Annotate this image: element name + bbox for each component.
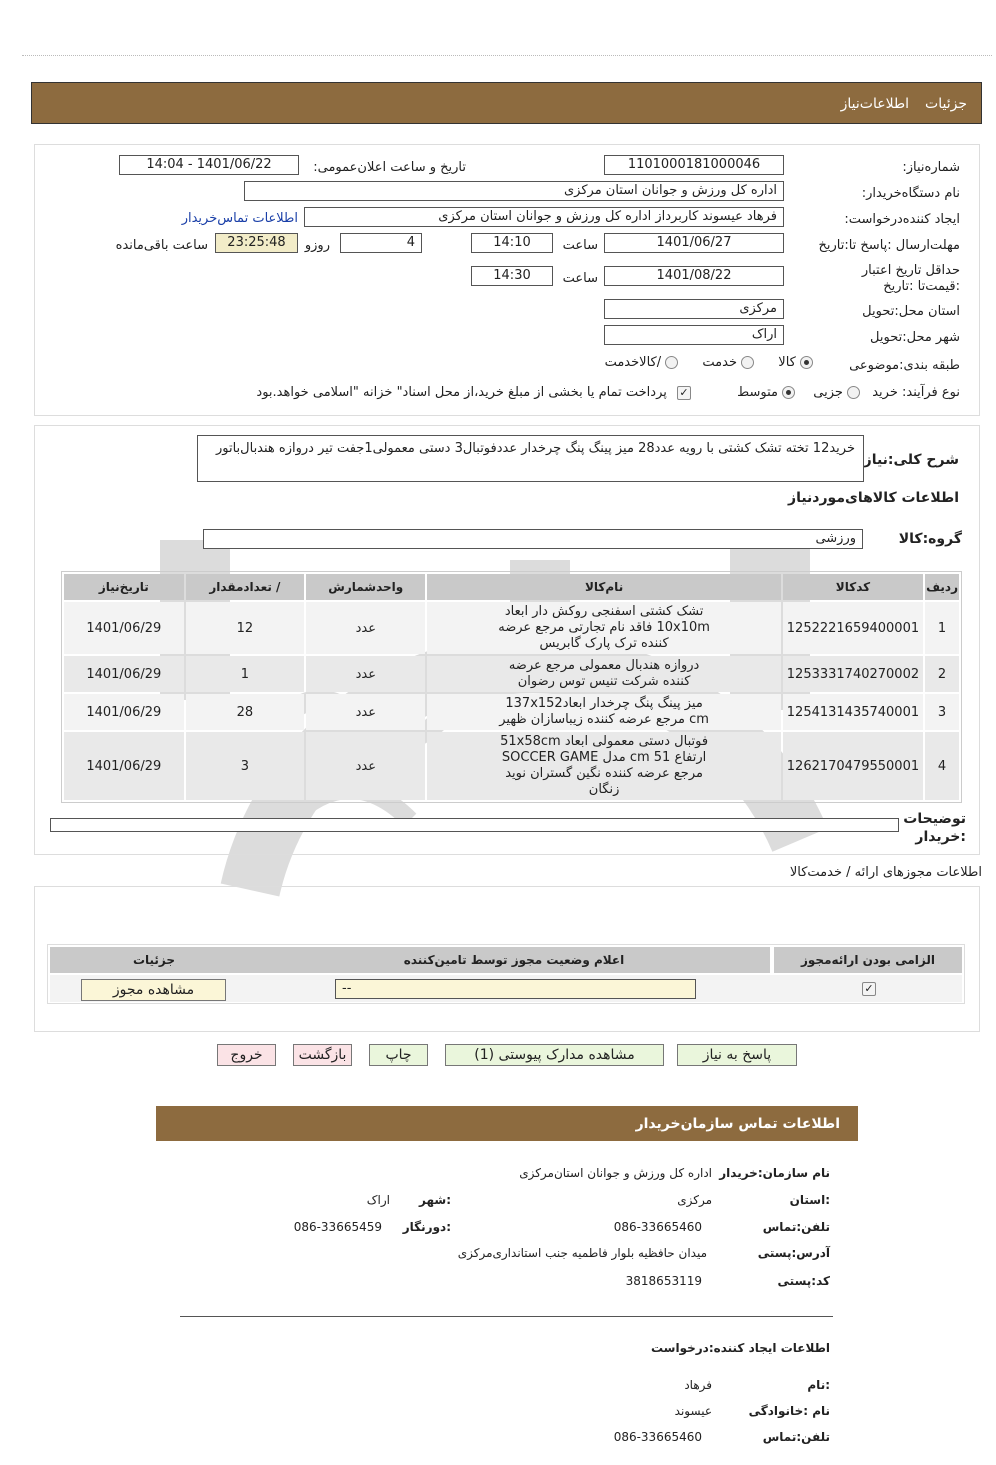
permits-table — [47, 944, 965, 1004]
creator-family-label: نام :خانوادگی — [748, 1404, 830, 1418]
permits-header-details: جزئیات — [50, 947, 258, 973]
table-row — [64, 732, 959, 800]
process-label: نوع فرآیند: — [902, 385, 960, 400]
contact-phone-value: 086-33665460 — [613, 1220, 702, 1234]
days-label: روزو — [304, 238, 330, 253]
process-row — [256, 385, 960, 400]
contact-postal-label: کد:پستی — [777, 1274, 830, 1288]
cell-row: 3 — [925, 694, 959, 730]
creator-phone-value: 086-33665460 — [613, 1430, 702, 1444]
contact-fax-label: :دورنگار — [402, 1220, 451, 1234]
contact-city-value: اراک — [366, 1193, 390, 1207]
cell-row: 1 — [925, 602, 959, 654]
items-table-wrap — [61, 571, 962, 803]
days-field: 4 — [340, 233, 422, 253]
contact-fax-value: 086-33665459 — [293, 1220, 382, 1234]
province-field: مرکزی — [604, 299, 784, 319]
breadcrumb-details[interactable]: جزئیات — [925, 96, 967, 112]
goods-info-title: اطلاعات کالاهای‌موردنیاز — [788, 490, 959, 506]
col-unit: واحدشمارش — [306, 574, 425, 600]
announce-label: تاریخ و ساعت اعلان‌عمومی: — [313, 160, 466, 175]
contact-address-value: میدان حافظیه بلوار فاطمیه جنب استانداری‌مرکزی — [457, 1246, 707, 1260]
cell-name: تشک کشتی اسفنجی روکش دار ابعاد 10x10m فاقد نام تجارتی مرجع عرضه کننده ترک پارک گابریس — [427, 602, 780, 654]
permit-status-field: -- — [335, 979, 696, 999]
process-purchase-label: خرید — [872, 385, 898, 400]
contact-org-value: اداره کل ورزش و جوانان استان‌مرکزی — [519, 1166, 712, 1180]
contact-header-title: اطلاعات تماس سازمان‌خریدار — [635, 1116, 840, 1132]
cell-qty: 1 — [186, 656, 305, 692]
creator-field: فرهاد عیسوند کاربرداز اداره کل ورزش و جوانان استان مرکزی — [304, 207, 784, 227]
validity-time-label: ساعت — [562, 271, 598, 286]
category-goods-service-radio[interactable] — [665, 356, 678, 369]
cell-date: 1401/06/29 — [64, 656, 184, 692]
remaining-label: ساعت باقی‌مانده — [115, 238, 208, 253]
need-number-label: شماره‌نیاز: — [902, 160, 960, 175]
process-minor-radio[interactable] — [847, 386, 860, 399]
cell-name: دروازه هندبال معمولی مرجع عرضه کننده شرکت تنیس توس رضوان — [427, 656, 780, 692]
cell-unit: عدد — [306, 694, 425, 730]
cell-date: 1401/06/29 — [64, 602, 184, 654]
validity-date-field: 1401/08/22 — [604, 266, 784, 286]
announce-field: 1401/06/22 - 14:04 — [119, 155, 299, 175]
cell-code: 1253331740270002 — [783, 656, 923, 692]
creator-info-header: اطلاعات ایجاد کننده:درخواست — [650, 1341, 830, 1355]
top-divider — [22, 55, 992, 56]
cell-unit: عدد — [306, 602, 425, 654]
contact-city-label: :شهر — [419, 1193, 451, 1207]
contact-postal-value: 3818653119 — [625, 1274, 702, 1288]
process-medium-radio[interactable] — [782, 386, 795, 399]
validity-label: حداقل تاریخ اعتبار :قیمت‌تا :تاریخ — [861, 263, 960, 294]
reply-button[interactable]: پاسخ به نیاز — [677, 1044, 797, 1066]
cell-date: 1401/06/29 — [64, 732, 184, 800]
print-button[interactable]: چاپ — [369, 1044, 428, 1066]
summary-label: شرح کلی:نیاز — [863, 452, 959, 468]
buyer-org-field: اداره کل ورزش و جوانان استان مرکزی — [244, 181, 784, 201]
category-service-radio[interactable] — [741, 356, 754, 369]
deadline-time-field: 14:10 — [471, 233, 553, 253]
deadline-date-field: 1401/06/27 — [604, 233, 784, 253]
table-row — [64, 602, 959, 654]
contact-province-label: :استان — [789, 1193, 830, 1207]
back-button[interactable]: بازگشت — [293, 1044, 352, 1066]
creator-label: ایجاد کننده‌درخواست: — [844, 212, 960, 227]
category-label: طبقه بندی:موضوعی — [849, 358, 960, 373]
group-label: گروه:کالا — [898, 531, 962, 547]
exit-button[interactable]: خروج — [217, 1044, 276, 1066]
summary-text: خرید12 تخته تشک کشتی با رویه عدد28 میز پینگ پنگ چرخدار عددفوتبال3 دستی معمولی1جفت تیر دروازه هندبال‌باتور — [197, 435, 864, 482]
province-label: استان محل:تحویل — [862, 304, 960, 319]
contact-phone-label: تلفن:تماس — [762, 1220, 830, 1234]
contact-address-label: آدرس:پستی — [757, 1246, 830, 1260]
city-label: شهر محل:تحویل — [870, 330, 960, 345]
process-minor-label: جزیی — [813, 385, 843, 400]
category-goods-label: کالا — [778, 355, 796, 370]
buyer-contact-link[interactable]: اطلاعات تماس‌خریدار — [181, 211, 298, 226]
creator-name-label: :نام — [807, 1378, 830, 1392]
category-goods-service-label: /کالاخدمت — [604, 355, 662, 370]
cell-qty: 28 — [186, 694, 305, 730]
creator-family-value: عیسوند — [674, 1404, 712, 1418]
buyer-org-label: نام دستگاه‌خریدار: — [861, 186, 960, 201]
cell-qty: 3 — [186, 732, 305, 800]
group-field: ورزشی — [203, 529, 863, 549]
cell-unit: عدد — [306, 732, 425, 800]
remaining-time-field: 23:25:48 — [215, 233, 298, 253]
category-radio-group — [605, 355, 813, 370]
col-name: نام‌کالا — [427, 574, 780, 600]
col-qty: / تعدادمقدار — [186, 574, 305, 600]
permits-title: اطلاعات مجوزهای ارائه / خدمت‌کالا — [789, 865, 982, 880]
deadline-label: مهلت‌ارسال :پاسخ تا:تاریخ — [818, 238, 960, 253]
cell-unit: عدد — [306, 656, 425, 692]
contact-divider — [180, 1316, 833, 1317]
cell-code: 1262170479550001 — [783, 732, 923, 800]
creator-name-value: فرهاد — [684, 1378, 712, 1392]
table-row — [64, 656, 959, 692]
buyer-notes-label: توضیحات :خریدار — [903, 811, 966, 845]
category-goods-radio[interactable] — [800, 356, 813, 369]
cell-name: میز پینگ پنگ چرخدار ابعاد137x152 cm مرجع عرضه کننده زیباسازان ظهیر — [427, 694, 780, 730]
cell-code: 1254131435740001 — [783, 694, 923, 730]
process-medium-label: متوسط — [737, 385, 778, 400]
cell-code: 1252221659400001 — [783, 602, 923, 654]
cell-date: 1401/06/29 — [64, 694, 184, 730]
table-row — [64, 694, 959, 730]
cell-row: 2 — [925, 656, 959, 692]
permits-header-status: اعلام وضعیت مجوز توسط تامین‌کننده — [258, 947, 770, 973]
contact-org-label: نام سازمان:خریدار — [719, 1166, 830, 1180]
contact-province-value: مرکزی — [677, 1193, 712, 1207]
cell-row: 4 — [925, 732, 959, 800]
col-date: تاریخ‌نیاز — [64, 574, 184, 600]
col-row: ردیف — [925, 574, 959, 600]
payment-treasury-checkbox[interactable]: ✓ — [677, 386, 691, 400]
breadcrumb-need-info[interactable]: اطلاعات‌نیاز — [840, 96, 909, 112]
attachments-button[interactable]: مشاهده مدارک پیوستی (1) — [445, 1044, 664, 1066]
buyer-notes-field — [50, 818, 899, 832]
category-service-label: خدمت — [702, 355, 737, 370]
contact-header — [156, 1106, 858, 1141]
permits-header-required: الزامی بودن ارائه‌مجوز — [774, 947, 962, 973]
cell-name: فوتبال دستی معمولی ابعاد 51x58cm ارتفاع 51 cm مدل SOCCER GAME مرجع عرضه کننده نگین گستران نوید زنگان — [427, 732, 780, 800]
details-header — [31, 82, 982, 124]
view-permit-button[interactable]: مشاهده مجوز — [81, 979, 226, 1001]
deadline-time-label: ساعت — [562, 238, 598, 253]
col-code: کدکالا — [783, 574, 923, 600]
creator-phone-label: تلفن:تماس — [762, 1430, 830, 1444]
need-number-field: 1101000181000046 — [604, 155, 784, 175]
cell-qty: 12 — [186, 602, 305, 654]
city-field: اراک — [604, 325, 784, 345]
permit-required-checkbox[interactable]: ✓ — [862, 982, 876, 996]
validity-time-field: 14:30 — [471, 266, 553, 286]
payment-treasury-label: پرداخت تمام یا بخشی از مبلغ خرید،از محل اسناد" خزانه "اسلامی خواهد.بود — [256, 385, 667, 400]
